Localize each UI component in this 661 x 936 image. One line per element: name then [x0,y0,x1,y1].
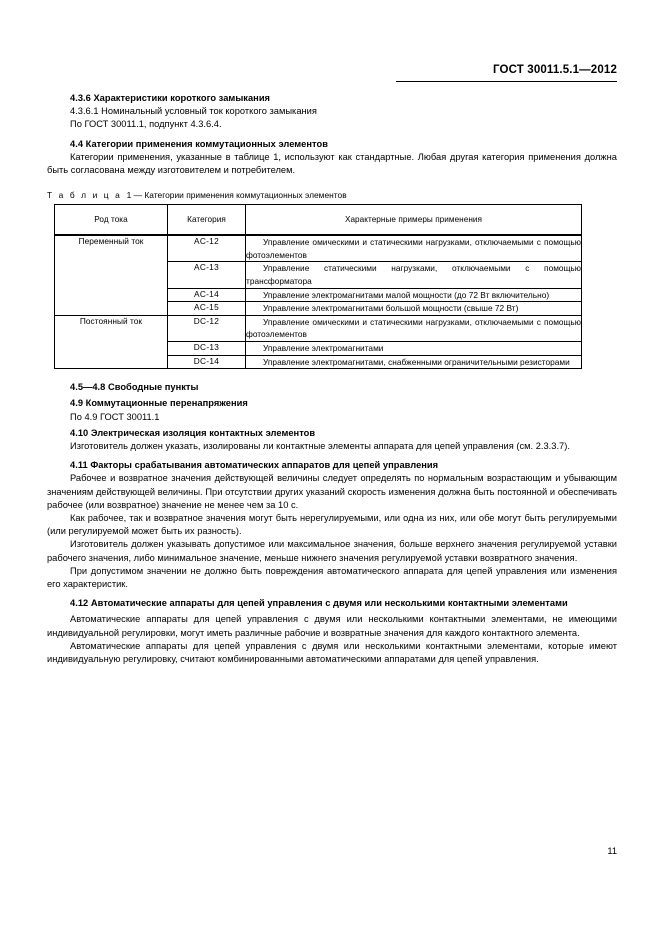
clause-4-3-6-1-title: 4.3.6.1 Номинальный условный ток короткого замыкания [70,106,317,117]
clause-4-11-paragraph-2: Как рабочее, так и возвратное значения могут быть нерегулируемыми, или одна из них, или обе могут быть регулируемыми (или регулируемой может быть их разность). [47,512,617,537]
cell-category: AC-14 [168,288,246,302]
clause-4-5-4-8-title: 4.5—4.8 Свободные пункты [70,382,199,393]
clause-4-3-6-1-body: По ГОСТ 30011.1, подпункт 4.3.6.4. [70,119,222,130]
clause-4-4-body: Категории применения, указанные в таблице 1, используют как стандартные. Любая другая категория применения должна быть согласована между изготовителем и потребителем. [47,151,617,176]
page-content [47,92,617,666]
cell-current-kind: Переменный ток [55,235,168,315]
clause-4-9-body: По 4.9 ГОСТ 30011.1 [70,411,160,422]
clause-4-10-title: 4.10 Электрическая изоляция контактных элементов [70,427,316,438]
page-number: 11 [607,846,617,856]
cell-description: Управление омическими и статическими нагрузками, отключаемыми с помощью фотоэлементов [246,235,582,262]
spacer [47,177,617,189]
spacer [47,369,617,381]
clause-4-9-title: 4.9 Коммутационные перенапряжения [70,398,248,409]
cell-description: Управление электромагнитами, снабженными ограничительными резисторами [246,355,582,369]
clause-4-4-title: 4.4 Категории применения коммутационных элементов [70,138,328,149]
table-row [55,315,582,341]
cell-description: Управление электромагнитами большой мощности (свыше 72 Вт) [246,302,582,316]
table-caption-title: Категории применения коммутационных элементов [144,190,347,201]
table-row [55,235,582,262]
cell-description: Управление электромагнитами [246,341,582,355]
cell-category: DC-12 [168,315,246,341]
cell-category: DC-13 [168,341,246,355]
table-body [55,235,582,368]
cell-category: DC-14 [168,355,246,369]
column-header-category: Категория [168,205,246,236]
cell-current-kind: Постоянный ток [55,315,168,368]
clause-4-3-6-title: 4.3.6 Характеристики короткого замыкания [70,93,271,103]
clause-4-10-body: Изготовитель должен указать, изолированы ли контактные элементы аппарата для цепей управления (см. 2.3.3.7). [70,440,570,451]
clause-4-12-paragraph-1: Автоматические аппараты для цепей управления с двумя или несколькими контактными элементами, не имеющими индивидуальной регулировки, могут иметь различные рабочие и возвратные значения для каждого контактного элемента. [47,614,617,638]
clause-4-11-title: 4.11 Факторы срабатывания автоматических аппаратов для цепей управления [70,460,439,471]
clause-4-12-paragraph-2: Автоматические аппараты для цепей управления с двумя или несколькими контактными элементами, которые имеют индивидуальную регулировку, считают комбинированными автоматическими аппаратами для цепей управления. [47,640,617,665]
cell-description: Управление электромагнитами малой мощности (до 72 Вт включительно) [246,288,582,302]
table-header-row [55,205,582,236]
application-categories-table [54,204,582,369]
clause-4-12-title: 4.12 Автоматические аппараты для цепей управления с двумя или несколькими контактными элементами [70,598,568,609]
table-caption-label: Т а б л и ц а [47,190,122,201]
table-caption-dash: — [133,190,143,201]
clause-4-11-paragraph-3: Изготовитель должен указывать допустимое или максимальное значения, больше верхнего значения регулируемой уставки рабочего значения, либо минимальное значение, меньше нижнего значения регулируемой уставки возвратного значения. [47,539,617,563]
cell-category: AC-12 [168,235,246,262]
column-header-examples: Характерные примеры применения [246,205,582,236]
cell-description: Управление статическими нагрузками, отключаемыми с помощью трансформатора [246,262,582,288]
cell-category: AC-13 [168,262,246,288]
header-rule [396,81,617,82]
table-caption [47,189,617,201]
standard-designation: ГОСТ 30011.5.1—2012 [492,64,617,76]
column-header-kind: Род тока [55,205,168,236]
table-caption-number: 1 [126,190,132,201]
cell-category: AC-15 [168,302,246,316]
running-header [47,60,617,82]
clause-4-11-paragraph-1: Рабочее и возвратное значения действующей величины следует определять по нормальным возрастающим и убывающим значениям действующей величины. При отсутствии других указаний скорость изменения должна быть постоянной и обеспечивать рабочее (или возвратное) значение не менее чем за 10 с. [47,473,617,510]
clause-4-11-paragraph-4: При допустимом значении не должно быть повреждения автоматического аппарата для цепей управления или изменения его характеристик. [47,565,617,589]
table-header [55,205,582,236]
cell-description: Управление омическими и статическими нагрузками, отключаемыми с помощью фотоэлементов [246,315,582,341]
